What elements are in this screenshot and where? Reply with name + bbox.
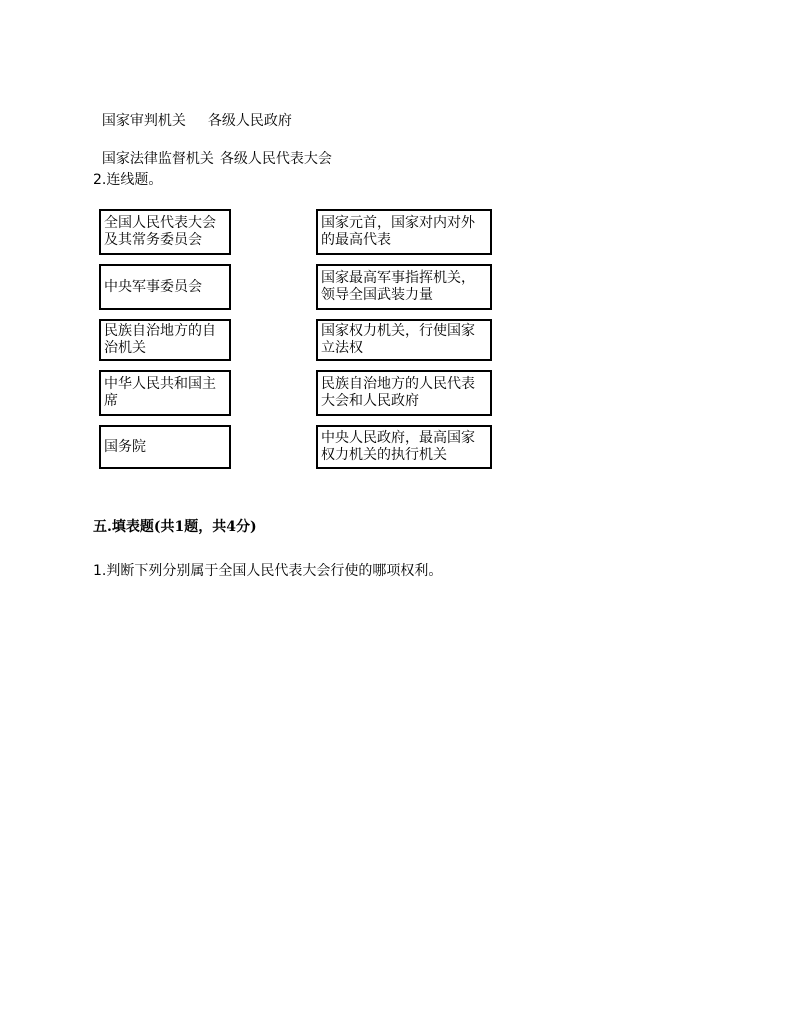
match-left-box-2[interactable] <box>99 264 231 310</box>
line2-term-b: 各级人民代表大会 <box>219 151 332 167</box>
match-left-box-5[interactable] <box>99 425 231 469</box>
match-right-text-1: 国家元首，国家对内对外的最高代表 <box>321 215 475 248</box>
match-left-text-5: 国务院 <box>104 438 146 455</box>
match-left-box-3[interactable] <box>99 319 231 361</box>
line1-term-a: 国家审判机关 <box>101 113 186 129</box>
match-right-box-3[interactable] <box>316 319 492 361</box>
match-left-text-1: 全国人民代表大会及其常务委员会 <box>104 215 216 248</box>
line-2 <box>93 132 332 168</box>
match-right-text-3: 国家权力机关，行使国家立法权 <box>321 323 475 356</box>
match-right-box-4[interactable] <box>316 370 492 416</box>
match-right-text-5: 中央人民政府，最高国家权力机关的执行机关 <box>321 430 475 463</box>
match-right-box-5[interactable] <box>316 425 492 469</box>
line-1 <box>93 94 292 130</box>
match-left-text-2: 中央军事委员会 <box>104 278 202 295</box>
match-left-box-1[interactable] <box>99 209 231 255</box>
line2-term-a: 国家法律监督机关 <box>101 151 214 167</box>
line1-term-b: 各级人民政府 <box>207 113 292 129</box>
match-right-box-1[interactable] <box>316 209 492 255</box>
section-5-heading: 五.填表题(共1题，共4分) <box>93 519 257 535</box>
match-left-box-4[interactable] <box>99 370 231 416</box>
section-5-question-1: 1.判断下列分别属于全国人民代表大会行使的哪项权利。 <box>93 563 443 579</box>
question-2-label: 2.连线题。 <box>93 172 163 188</box>
match-right-text-4: 民族自治地方的人民代表大会和人民政府 <box>321 376 475 409</box>
match-left-text-4: 中华人民共和国主席 <box>104 376 216 409</box>
match-right-box-2[interactable] <box>316 264 492 310</box>
match-left-text-3: 民族自治地方的自治机关 <box>104 323 216 356</box>
match-right-text-2: 国家最高军事指挥机关，领导全国武装力量 <box>321 270 475 303</box>
